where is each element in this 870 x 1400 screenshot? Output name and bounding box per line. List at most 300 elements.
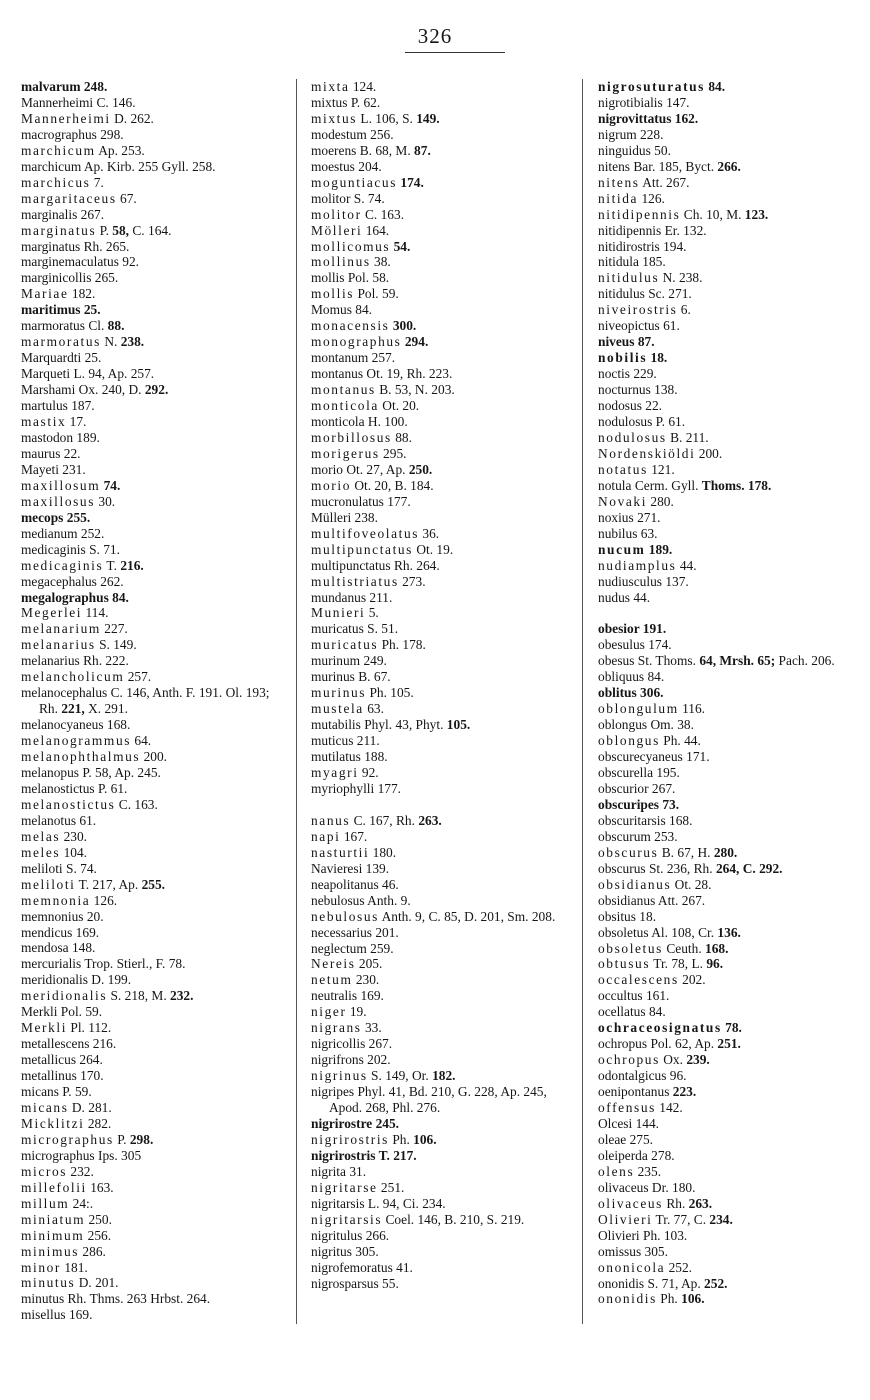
index-entry — [311, 446, 573, 462]
index-entry — [598, 813, 860, 829]
index-entry — [598, 1036, 860, 1052]
entry-term: Nereis — [311, 956, 356, 972]
entry-reference: 24:. — [69, 1195, 94, 1211]
entry-term: micros — [21, 1163, 68, 1179]
entry-term: oblongus — [598, 733, 660, 749]
index-entry — [598, 653, 860, 669]
entry-term: marginemaculatus — [21, 254, 119, 270]
index-entry — [598, 254, 860, 270]
index-entry — [21, 749, 286, 765]
index-entry — [21, 143, 286, 159]
entry-reference: D. 201. — [75, 1275, 119, 1291]
index-entry — [598, 765, 860, 781]
entry-reference: Tr. 78, L. 96. — [650, 956, 724, 972]
entry-reference: N. 238. — [659, 270, 703, 286]
index-entry — [21, 1228, 286, 1244]
entry-term: nigrovittatus — [598, 110, 672, 126]
entry-reference: Anth. 9. — [364, 892, 411, 908]
entry-reference: Ph. 44. — [659, 733, 701, 749]
entry-term: mastodon — [21, 429, 74, 445]
entry-term: Olivieri — [598, 1211, 653, 1227]
entry-reference: C. 163. — [115, 796, 158, 812]
entry-term: monographus — [311, 334, 402, 350]
index-entry — [21, 286, 286, 302]
entry-reference: 147. — [662, 94, 690, 110]
index-entry — [598, 1052, 860, 1068]
entry-term: mendosa — [21, 940, 69, 956]
index-entry — [598, 382, 860, 398]
column-divider — [296, 79, 297, 1324]
index-entry — [21, 1196, 286, 1212]
index-entry — [311, 286, 573, 302]
entry-term: melanophthalmus — [21, 749, 141, 765]
entry-term: ocellatus — [598, 1004, 646, 1020]
entry-reference: Phyl. 41, Bd. 210, G. 228, Ap. 245, Apod. 268, Phl. 276. — [329, 1084, 547, 1116]
index-entry — [21, 669, 286, 685]
entry-term: nigrosparsus — [311, 1275, 379, 1291]
entry-reference: 286. — [79, 1243, 106, 1259]
entry-reference: 170. — [76, 1068, 104, 1084]
index-entry — [21, 797, 286, 813]
index-entry — [598, 318, 860, 334]
index-entry — [311, 318, 573, 334]
entry-term: Mariae — [21, 286, 69, 302]
entry-term: nudiusculus — [598, 573, 662, 589]
entry-term: obsoletus — [598, 940, 663, 956]
entry-term: memnonia — [21, 892, 91, 908]
entry-term: meridionalis — [21, 988, 108, 1004]
entry-term: mendicus — [21, 924, 73, 940]
index-entry — [598, 941, 860, 957]
index-entry — [598, 956, 860, 972]
entry-reference: 92. — [118, 254, 140, 270]
index-entry — [21, 1260, 286, 1276]
entry-term: minor — [21, 1259, 61, 1275]
entry-term: neglectum — [311, 940, 367, 956]
entry-term: occalescens — [598, 972, 679, 988]
entry-term: ononidis — [598, 1291, 657, 1307]
entry-reference: 298. — [96, 126, 124, 142]
index-entry — [311, 621, 573, 637]
index-entry — [311, 701, 573, 717]
entry-term: mollis — [311, 286, 355, 302]
entry-reference: 275. — [626, 1131, 654, 1147]
entry-term: monticola — [311, 398, 379, 414]
index-entry — [598, 1020, 860, 1036]
index-entry — [598, 542, 860, 558]
entry-term: molitor — [311, 190, 351, 206]
entry-term: millum — [21, 1195, 70, 1211]
entry-reference: Cl. 88. — [84, 318, 125, 334]
entry-reference: D. 262. — [110, 110, 154, 126]
entry-reference: 163. — [86, 1179, 114, 1195]
entry-term: Mülleri — [311, 509, 352, 525]
index-entry — [21, 925, 286, 941]
index-entry — [311, 1164, 573, 1180]
index-entry — [21, 1212, 286, 1228]
entry-term: nanus — [311, 812, 351, 828]
entry-reference: Al. 108, Cr. 136. — [648, 924, 741, 940]
entry-reference: Cerm. Gyll. Thoms. 178. — [631, 477, 772, 493]
entry-term: nigrirostris — [311, 1131, 389, 1147]
entry-reference: 229. — [630, 366, 657, 382]
index-entry — [311, 1260, 573, 1276]
entry-term: maxillosum — [21, 477, 101, 493]
index-entry — [598, 302, 860, 318]
entry-reference: 282. — [84, 1115, 112, 1131]
entry-reference: 61. — [76, 812, 97, 828]
entry-reference: Er. 132. — [661, 222, 707, 238]
entry-reference: 78. — [721, 1020, 742, 1036]
entry-reference: D. 281. — [68, 1100, 112, 1115]
entry-term: marginicollis — [21, 270, 92, 286]
entry-term: nitidulus — [598, 270, 660, 286]
index-entry — [311, 510, 573, 526]
entry-reference: 104. — [60, 844, 88, 860]
entry-reference: 249. — [360, 653, 387, 669]
index-entry — [311, 1228, 573, 1244]
index-entry — [311, 813, 573, 829]
index-entry — [598, 1004, 860, 1020]
entry-term: muricatus — [311, 637, 379, 653]
index-entry — [311, 909, 573, 925]
entry-reference: P. 62. — [347, 94, 381, 110]
entry-term: mundanus — [311, 589, 367, 605]
entry-reference: 63. — [637, 525, 658, 541]
entry-reference: 223. — [672, 1084, 697, 1100]
index-entry — [21, 382, 286, 398]
entry-term: ochropus — [598, 1036, 648, 1052]
index-entry — [598, 334, 860, 350]
entry-term: nitidirostris — [598, 238, 660, 254]
entry-term: nasturtii — [311, 844, 370, 860]
entry-term: multistriatus — [311, 573, 399, 589]
entry-reference: Ot. 19. — [413, 541, 454, 557]
entry-term: nigritarsis — [311, 1211, 383, 1227]
entry-term: obscurella — [598, 765, 654, 781]
entry-term: obscurecyaneus — [598, 749, 683, 765]
entry-term: Marshami — [21, 382, 76, 398]
index-entry — [21, 733, 286, 749]
index-entry — [21, 637, 286, 653]
entry-term: nodosus — [598, 398, 642, 414]
entry-reference: Ceuth. 168. — [663, 940, 729, 956]
entry-term: montanus — [311, 382, 376, 398]
entry-reference: D. 199. — [87, 972, 132, 988]
index-entry — [598, 861, 860, 877]
index-entry — [21, 893, 286, 909]
entry-reference: 202. — [363, 1052, 391, 1068]
entry-reference: 67. — [116, 190, 137, 206]
entry-reference: 126. — [90, 892, 118, 908]
entry-term: obscuritarsis — [598, 812, 666, 828]
entry-reference: 169. — [357, 988, 384, 1004]
entry-term: murinus — [311, 669, 355, 685]
index-entry — [598, 366, 860, 382]
entry-reference: Ch. 10, M. 123. — [680, 206, 769, 222]
entry-term: obsidianus — [598, 876, 672, 892]
entry-term: ninguidus — [598, 142, 651, 158]
entry-term: minutus — [21, 1291, 65, 1307]
entry-term: nudiamplus — [598, 557, 677, 573]
entry-reference: P. 61. — [652, 414, 686, 430]
entry-term: oleiperda — [598, 1147, 648, 1163]
entry-term: medianum — [21, 525, 78, 541]
index-entry — [21, 111, 286, 127]
entry-term: mixta — [311, 79, 350, 94]
entry-reference: 194. — [659, 238, 687, 254]
entry-term: ochraceosignatus — [598, 1020, 722, 1036]
entry-reference: 64. — [131, 733, 152, 749]
entry-term: obesior — [598, 621, 640, 637]
entry-reference: S. 149. — [95, 637, 137, 653]
entry-reference: 20. — [83, 908, 104, 924]
entry-reference: 169. — [72, 924, 100, 940]
index-entry — [21, 430, 286, 446]
entry-term: marginalis — [21, 206, 78, 222]
entry-term: medicaginis — [21, 541, 86, 557]
entry-term: monticola — [311, 414, 365, 430]
entry-term: melanogrammus — [21, 733, 132, 749]
entry-term: montanus — [311, 366, 364, 382]
entry-term: Merkli — [21, 1020, 68, 1036]
entry-reference: Pol. 59. — [57, 1004, 103, 1020]
index-entry — [311, 159, 573, 175]
index-entry — [598, 1244, 860, 1260]
entry-term: Micklitzi — [21, 1115, 85, 1131]
index-entry — [311, 893, 573, 909]
entry-reference: Coel. 146, B. 210, S. 219. — [382, 1211, 525, 1227]
entry-reference: 161. — [642, 988, 670, 1004]
entry-reference: Rh. 263. — [662, 1195, 713, 1211]
index-entry — [311, 1084, 573, 1116]
entry-reference: P. 58, C. 164. — [96, 222, 172, 238]
index-entry — [598, 637, 860, 653]
index-entry — [598, 1212, 860, 1228]
entry-reference: Pol. 62, Ap. 251. — [647, 1036, 741, 1052]
index-column-middle — [311, 79, 573, 1291]
entry-term: oleae — [598, 1131, 627, 1147]
entry-term: mutilatus — [311, 749, 361, 765]
entry-term: mollis — [311, 270, 345, 286]
entry-term: muricatus — [311, 621, 364, 637]
entry-term: melanocephalus — [21, 685, 108, 701]
index-entry — [21, 574, 286, 590]
entry-reference: S. 74. — [62, 860, 97, 876]
index-entry — [21, 813, 286, 829]
entry-reference: 18. — [647, 350, 668, 366]
index-entry — [598, 733, 860, 749]
entry-reference: P. 58, Ap. 245. — [79, 764, 161, 780]
index-entry — [21, 1275, 286, 1291]
entry-term: obsoletus — [598, 924, 649, 940]
entry-term: nocturnus — [598, 382, 651, 398]
entry-term: nigrotibialis — [598, 94, 663, 110]
entry-term: megalographus — [21, 589, 109, 605]
index-entry — [311, 941, 573, 957]
index-entry — [598, 1084, 860, 1100]
index-entry — [21, 510, 286, 526]
entry-term: netum — [311, 972, 353, 988]
entry-reference: 181. — [61, 1259, 88, 1275]
index-entry — [598, 1276, 860, 1292]
entry-reference: 31. — [345, 1163, 367, 1179]
entry-reference: 41. — [392, 1259, 413, 1275]
index-entry — [311, 558, 573, 574]
entry-reference: Tr. 77, C. 234. — [652, 1211, 733, 1227]
entry-term: nigrum — [598, 126, 637, 142]
index-entry — [311, 861, 573, 877]
index-entry — [598, 1068, 860, 1084]
index-entry — [21, 494, 286, 510]
index-entry — [311, 1132, 573, 1148]
entry-reference: 36. — [419, 525, 440, 541]
index-entry — [598, 478, 860, 494]
entry-reference: Dr. 180. — [648, 1179, 696, 1195]
entry-term: Nordenskiöldi — [598, 445, 696, 461]
entry-reference: 202. — [678, 972, 706, 988]
entry-reference: 114. — [82, 605, 109, 621]
entry-reference: Ap. Kirb. 255 Gyll. 258. — [81, 158, 216, 174]
entry-reference: B. 68, M. 87. — [356, 142, 431, 158]
index-entry — [21, 79, 286, 95]
header-rule — [405, 52, 505, 53]
index-entry — [21, 350, 286, 366]
index-entry — [598, 175, 860, 191]
index-entry — [21, 653, 286, 669]
entry-term: mustela — [311, 701, 364, 717]
index-entry — [21, 988, 286, 1004]
index-entry — [311, 366, 573, 382]
index-entry — [21, 1020, 286, 1036]
entry-reference: 84. — [644, 669, 665, 685]
index-entry — [598, 574, 860, 590]
index-entry — [598, 286, 860, 302]
entry-term: muticus — [311, 733, 354, 749]
entry-reference: Ox. 239. — [659, 1052, 710, 1068]
entry-reference: 137. — [661, 573, 689, 589]
entry-reference: Anth. 9, C. 85, D. 201, Sm. 208. — [378, 908, 556, 924]
entry-reference: 162. — [671, 110, 699, 126]
index-entry — [311, 717, 573, 733]
entry-reference: 96. — [666, 1068, 687, 1084]
entry-term: malvarum — [21, 79, 81, 94]
index-entry — [311, 302, 573, 318]
entry-term: obtusus — [598, 956, 651, 972]
entry-term: millefolii — [21, 1179, 87, 1195]
entry-reference: Pl. 112. — [67, 1020, 112, 1036]
index-entry — [598, 893, 860, 909]
entry-term: maxillosus — [21, 493, 96, 509]
entry-term: nigritus — [311, 1243, 352, 1259]
entry-term: Navieresi — [311, 860, 363, 876]
entry-reference: S. 71, Ap. 252. — [644, 1275, 728, 1291]
entry-term: melanotus — [21, 812, 77, 828]
entry-term: noctis — [598, 366, 630, 382]
entry-reference: 262. — [96, 573, 124, 589]
entry-reference: 139. — [362, 860, 390, 876]
entry-reference: S. 71. — [85, 541, 120, 557]
entry-reference: 144. — [632, 1116, 659, 1131]
entry-reference: 230. — [352, 972, 380, 988]
entry-reference: 238. — [351, 509, 378, 525]
index-entry — [598, 414, 860, 430]
entry-reference: 18. — [635, 908, 657, 924]
entry-term: minimum — [21, 1227, 85, 1243]
index-entry — [598, 797, 860, 813]
entry-term: misellus — [21, 1307, 66, 1323]
entry-term: nodulosus — [598, 429, 667, 445]
entry-term: nebulosus — [311, 908, 379, 924]
index-entry — [598, 685, 860, 701]
index-entry — [311, 334, 573, 350]
index-entry — [21, 940, 286, 956]
entry-term: nubilus — [598, 525, 638, 541]
index-entry — [598, 1164, 860, 1180]
entry-term: melanostictus — [21, 796, 116, 812]
entry-reference: 182. — [68, 286, 96, 302]
index-entry — [21, 558, 286, 574]
entry-reference: 121. — [647, 461, 675, 477]
entry-term: nigrirostre — [311, 1116, 373, 1131]
entry-reference: Ot. 28. — [671, 876, 712, 892]
index-entry — [21, 1036, 286, 1052]
index-entry — [21, 1244, 286, 1260]
index-entry — [311, 877, 573, 893]
entry-term: obscuripes — [598, 796, 660, 812]
entry-reference: 257. — [124, 669, 152, 685]
entry-reference: 142. — [655, 1100, 683, 1116]
index-entry — [311, 223, 573, 239]
entry-term: micans — [21, 1084, 59, 1100]
entry-reference: T. 217. — [375, 1147, 417, 1163]
index-entry — [598, 558, 860, 574]
index-entry — [311, 733, 573, 749]
entry-term: Marquardti — [21, 350, 82, 366]
index-entry — [21, 334, 286, 350]
index-column-right — [598, 79, 860, 1307]
entry-reference: 185. — [638, 254, 666, 270]
index-entry — [311, 972, 573, 988]
entry-term: melas — [21, 828, 61, 844]
index-entry — [21, 1116, 286, 1132]
entry-reference: 267. — [77, 206, 105, 222]
index-entry — [598, 909, 860, 925]
index-entry — [598, 1196, 860, 1212]
index-entry — [21, 398, 286, 414]
entry-reference: 54. — [393, 238, 411, 254]
entry-term: nigritulus — [311, 1227, 363, 1243]
index-entry — [311, 1276, 573, 1292]
entry-reference: 74. — [103, 477, 121, 493]
entry-term: miniatum — [21, 1211, 86, 1227]
entry-reference: 205. — [355, 956, 383, 972]
entry-term: oblongus — [598, 717, 648, 733]
index-entry — [598, 925, 860, 941]
entry-reference: T. 216. — [103, 557, 144, 573]
entry-term: metallinus — [21, 1068, 77, 1084]
index-entry — [311, 175, 573, 191]
index-entry — [21, 1291, 286, 1307]
index-entry — [598, 159, 860, 175]
entry-reference: 256. — [366, 126, 394, 142]
index-entry — [598, 717, 860, 733]
entry-term: micrographus — [21, 1147, 95, 1163]
entry-term: marchicum — [21, 158, 82, 174]
index-entry — [21, 1052, 286, 1068]
entry-term: moerens — [311, 142, 357, 158]
index-entry — [598, 845, 860, 861]
